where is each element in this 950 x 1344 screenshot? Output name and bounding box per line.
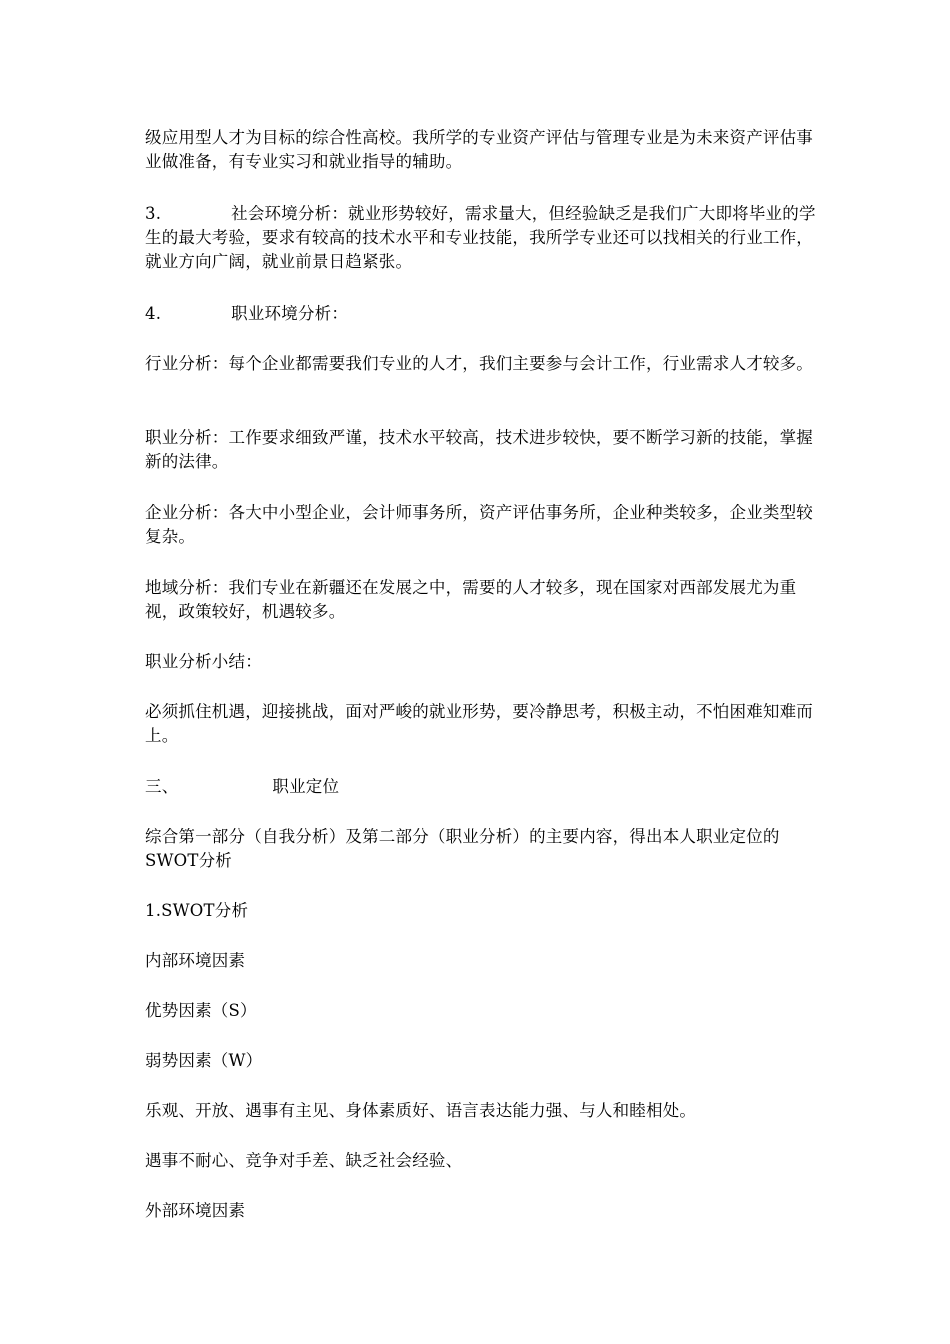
section-title: 职业定位	[272, 777, 340, 796]
item-text: 社会环境分析：就业形势较好，需求量大，但经验缺乏是我们广大即将毕业的学生的最大考验，要求有较高的技术水平和专业技能，我所学专业还可以找相关的行业工作，就业方向广阔，就业前景日趋紧张。	[145, 204, 816, 271]
paragraph-industry-analysis: 行业分析：每个企业都需要我们专业的人才，我们主要参与会计工作，行业需求人才较多。	[145, 354, 813, 373]
paragraph-swot-intro: 综合第一部分（自我分析）及第二部分（职业分析）的主要内容，得出本人职业定位的SWOT分析	[145, 827, 780, 870]
label-weaknesses: 弱势因素（W）	[145, 1051, 263, 1070]
paragraph-social-environment	[145, 202, 817, 274]
text-strengths: 乐观、开放、遇事有主见、身体素质好、语言表达能力强、与人和睦相处。	[145, 1101, 697, 1120]
heading-swot: 1.SWOT分析	[145, 901, 249, 920]
label-strengths: 优势因素（S）	[145, 1001, 257, 1020]
paragraph-region-analysis: 地域分析：我们专业在新疆还在发展之中，需要的人才较多，现在国家对西部发展尤为重视，政策较好，机遇较多。	[145, 578, 797, 621]
paragraph-career-environment	[145, 302, 817, 326]
paragraph-job-analysis: 职业分析：工作要求细致严谨，技术水平较高，技术进步较快，要不断学习新的技能，掌握新的法律。	[145, 428, 813, 471]
heading-internal-factors: 内部环境因素	[145, 951, 246, 970]
section-heading-career-positioning	[145, 775, 817, 799]
paragraph-enterprise-analysis: 企业分析：各大中小型企业，会计师事务所，资产评估事务所，企业种类较多，企业类型较复杂。	[145, 503, 813, 546]
heading-external-factors: 外部环境因素	[145, 1201, 246, 1220]
item-number: 3.	[145, 204, 162, 223]
item-number: 4.	[145, 304, 162, 323]
text-weaknesses: 遇事不耐心、竞争对手差、缺乏社会经验、	[145, 1151, 463, 1170]
item-text: 职业环境分析：	[231, 304, 349, 323]
paragraph-summary: 必须抓住机遇，迎接挑战，面对严峻的就业形势，要冷静思考，积极主动，不怕困难知难而上。	[145, 702, 813, 745]
paragraph-summary-heading: 职业分析小结：	[145, 652, 262, 671]
section-number: 三、	[145, 777, 179, 796]
paragraph-school-intro: 级应用型人才为目标的综合性高校。我所学的专业资产评估与管理专业是为未来资产评估事业做准备，有专业实习和就业指导的辅助。	[145, 128, 813, 171]
